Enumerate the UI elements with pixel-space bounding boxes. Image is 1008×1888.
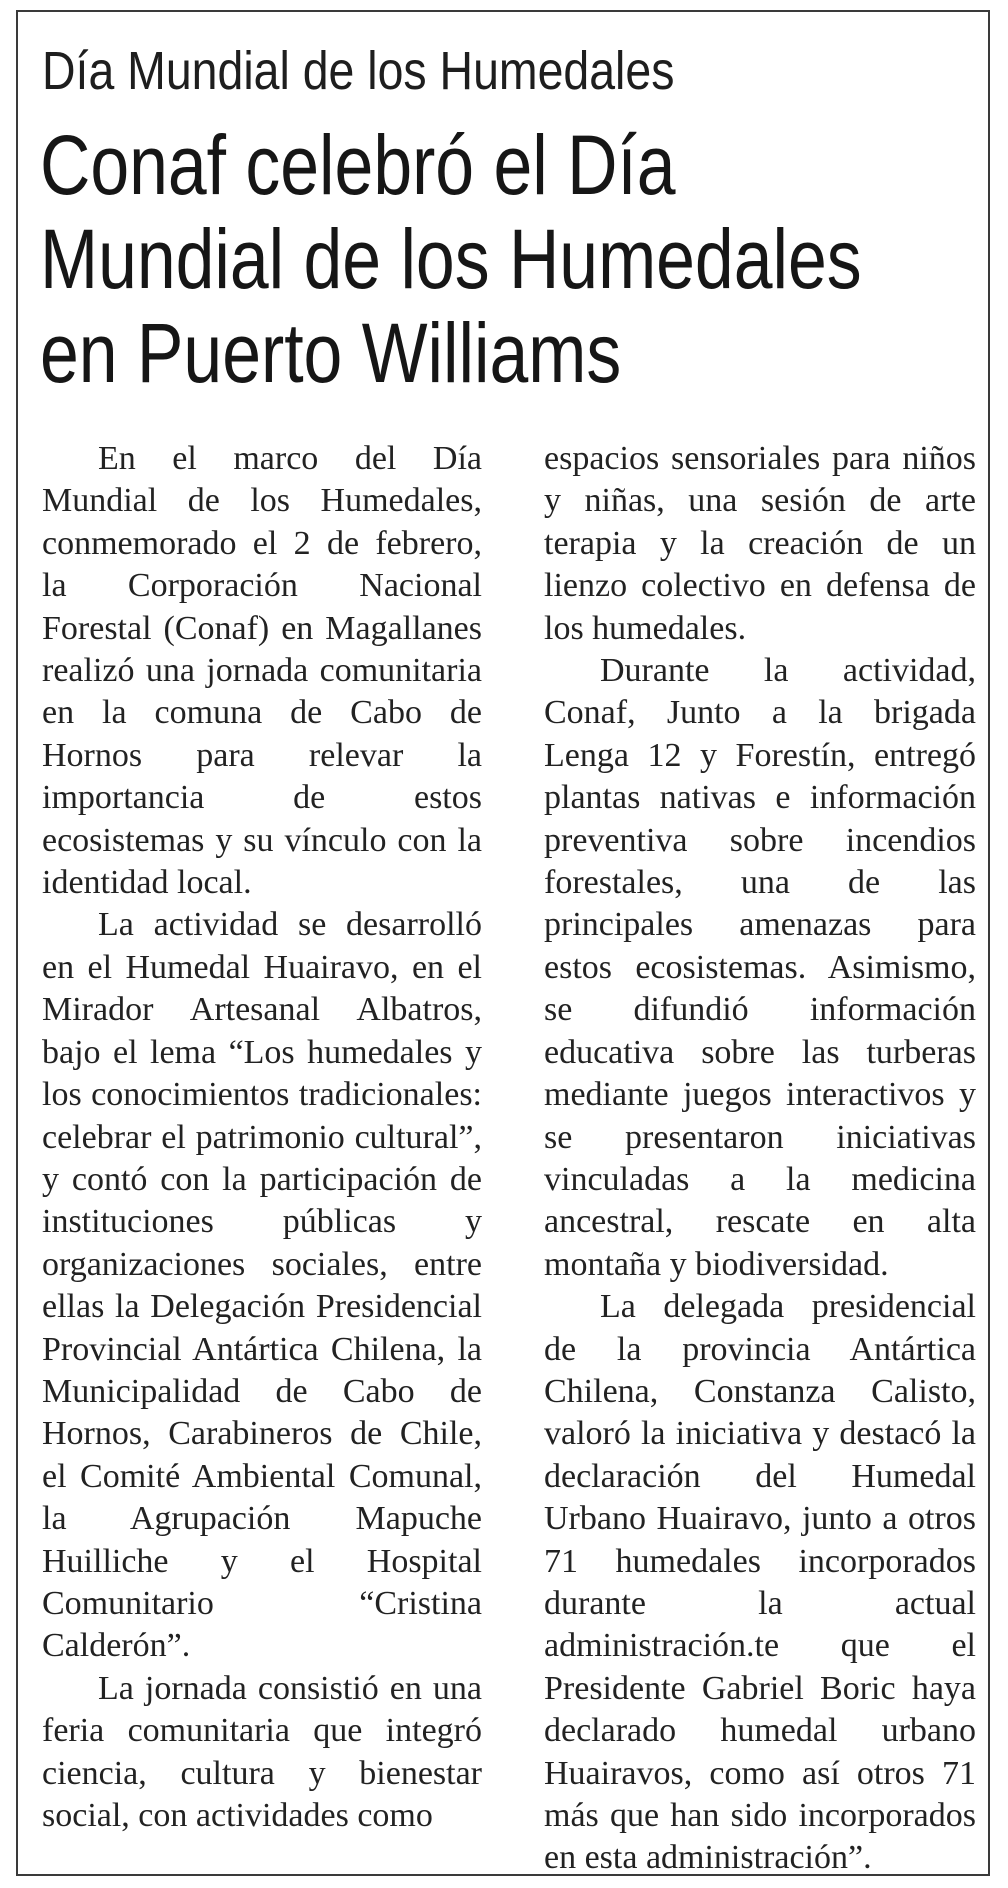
headline-line-3: en Puerto Williams [40,306,622,400]
article-kicker: Día Mundial de los Humedales [42,41,675,101]
paragraph-1: En el marco del Día Mundial de los Humedales, conmemorado el 2 de febrero, la Corporación Nacional Forestal (Conaf) en Magallanes realizó una jornada comunitaria en la comuna de Cabo de Hornos para relevar la importancia de estos ecosistemas y su vínculo con la identidad local. [42,440,482,902]
paragraph-2: La actividad se desarrolló en el Humedal Huairavo, en el Mirador Artesanal Albatros, bajo el lema “Los humedales y los conocimientos tradicionales: celebrar el patrimonio cultural”, y contó con la participación de instituciones públicas y organizaciones sociales, entre ellas la Delegación Presidencial Provincial Antártica Chilena, la Municipalidad de Cabo de Hornos, Carabineros de Chile, el Comité Ambiental Comunal, la Agrupación Mapuche Huilliche y el Hospital Comunitario “Cristina Calderón”. [42,906,482,1665]
paragraph-3: La jornada consistió en una feria comunitaria que integró ciencia, cultura y bienestar social, con actividades como [42,1669,482,1834]
paragraph-4: Durante la actividad, Conaf, Junto a la brigada Lenga 12 y Forestín, entregó plantas nativas e información preventiva sobre incendios forestales, una de las principales amenazas para estos ecosistemas. Asimismo, se difundió información educativa sobre las turberas mediante juegos interactivos y se presentaron iniciativas vinculadas a la medicina ancestral, rescate en alta montaña y biodiversidad. [544,652,976,1283]
headline-line-1: Conaf celebró el Día [40,118,676,212]
headline-line-2: Mundial de los Humedales [40,212,862,306]
paragraph-5: La delegada presidencial de la provincia Antártica Chilena, Constanza Calisto, valoró la iniciativa y destacó la declaración del Humedal Urbano Huairavo, junto a otros 71 humedales incorporados durante la actual administración.te que el Presidente Gabriel Boric haya declarado humedal urbano Huairavos, como así otros 71 más que han sido incorporados en esta administración”. [544,1288,976,1877]
article-column-right [544,438,976,1880]
paragraph-3-continued: espacios sensoriales para niños y niñas, una sesión de arte terapia y la creación de un lienzo colectivo en defensa de los humedales. [544,440,976,647]
article-headline [40,118,953,400]
article-column-left [42,438,482,1837]
